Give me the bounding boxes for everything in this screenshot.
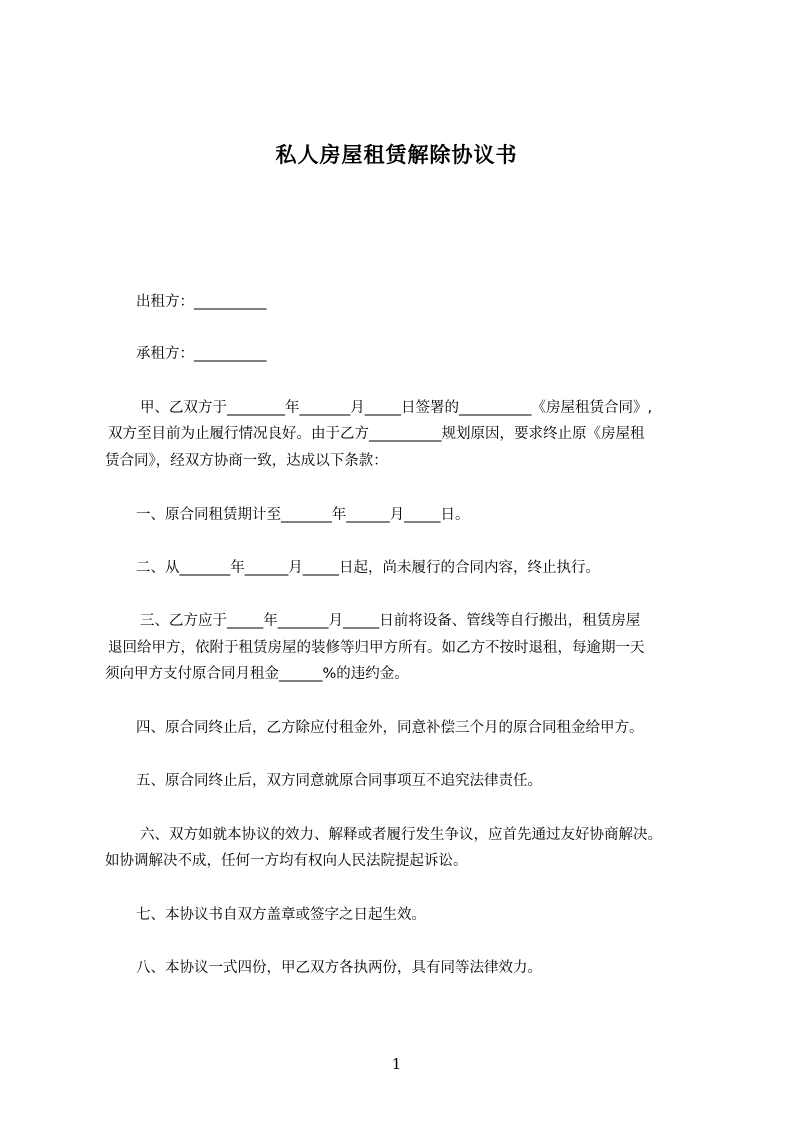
page-number: 1: [391, 1055, 402, 1073]
preamble-line-3: 赁合同》，经双方协商一致，达成以下条款：: [105, 453, 388, 469]
clause-6-line-1: 六、双方如就本协议的效力、解释或者履行发生争议，应首先通过友好协商解决。: [140, 827, 662, 843]
document-title: 私人房屋租赁解除协议书: [275, 143, 518, 167]
preamble-line-2: 双方至目前为止履行情况良好。由于乙方__________规划原因，要求终止原《房屋租: [108, 426, 645, 442]
clause-5: 五、原合同终止后，双方同意就原合同事项互不追究法律责任。: [136, 773, 542, 789]
clause-3-line-3: 须向甲方支付原合同月租金______%的违约金。: [105, 666, 409, 682]
clause-4: 四、原合同终止后，乙方除应付租金外，同意补偿三个月的原合同租金给甲方。: [136, 720, 644, 736]
preamble-line-1: 甲、乙双方于________年_______月_____日签署的__________《房屋租赁合同》,: [140, 400, 653, 416]
lessee-line: 承租方：__________: [136, 346, 267, 362]
clause-1: 一、原合同租赁期计至_______年______月_____日。: [136, 507, 470, 523]
clause-3-line-1: 三、乙方应于_____年_______月_____日前将设备、管线等自行搬出，租赁房屋: [140, 613, 641, 629]
clause-6-line-2: 如协调解决不成，任何一方均有权向人民法院提起诉讼。: [105, 853, 468, 869]
clause-3-line-2: 退回给甲方，依附于租赁房屋的装修等归甲方所有。如乙方不按时退租，每逾期一天: [108, 640, 645, 656]
lessor-line: 出租方：__________: [136, 294, 267, 310]
clause-7: 七、本协议书自双方盖章或签字之日起生效。: [136, 907, 426, 923]
clause-8: 八、本协议一式四份，甲乙双方各执两份，具有同等法律效力。: [136, 960, 542, 976]
clause-2: 二、从_______年______月_____日起，尚未履行的合同内容，终止执行。: [136, 560, 600, 576]
